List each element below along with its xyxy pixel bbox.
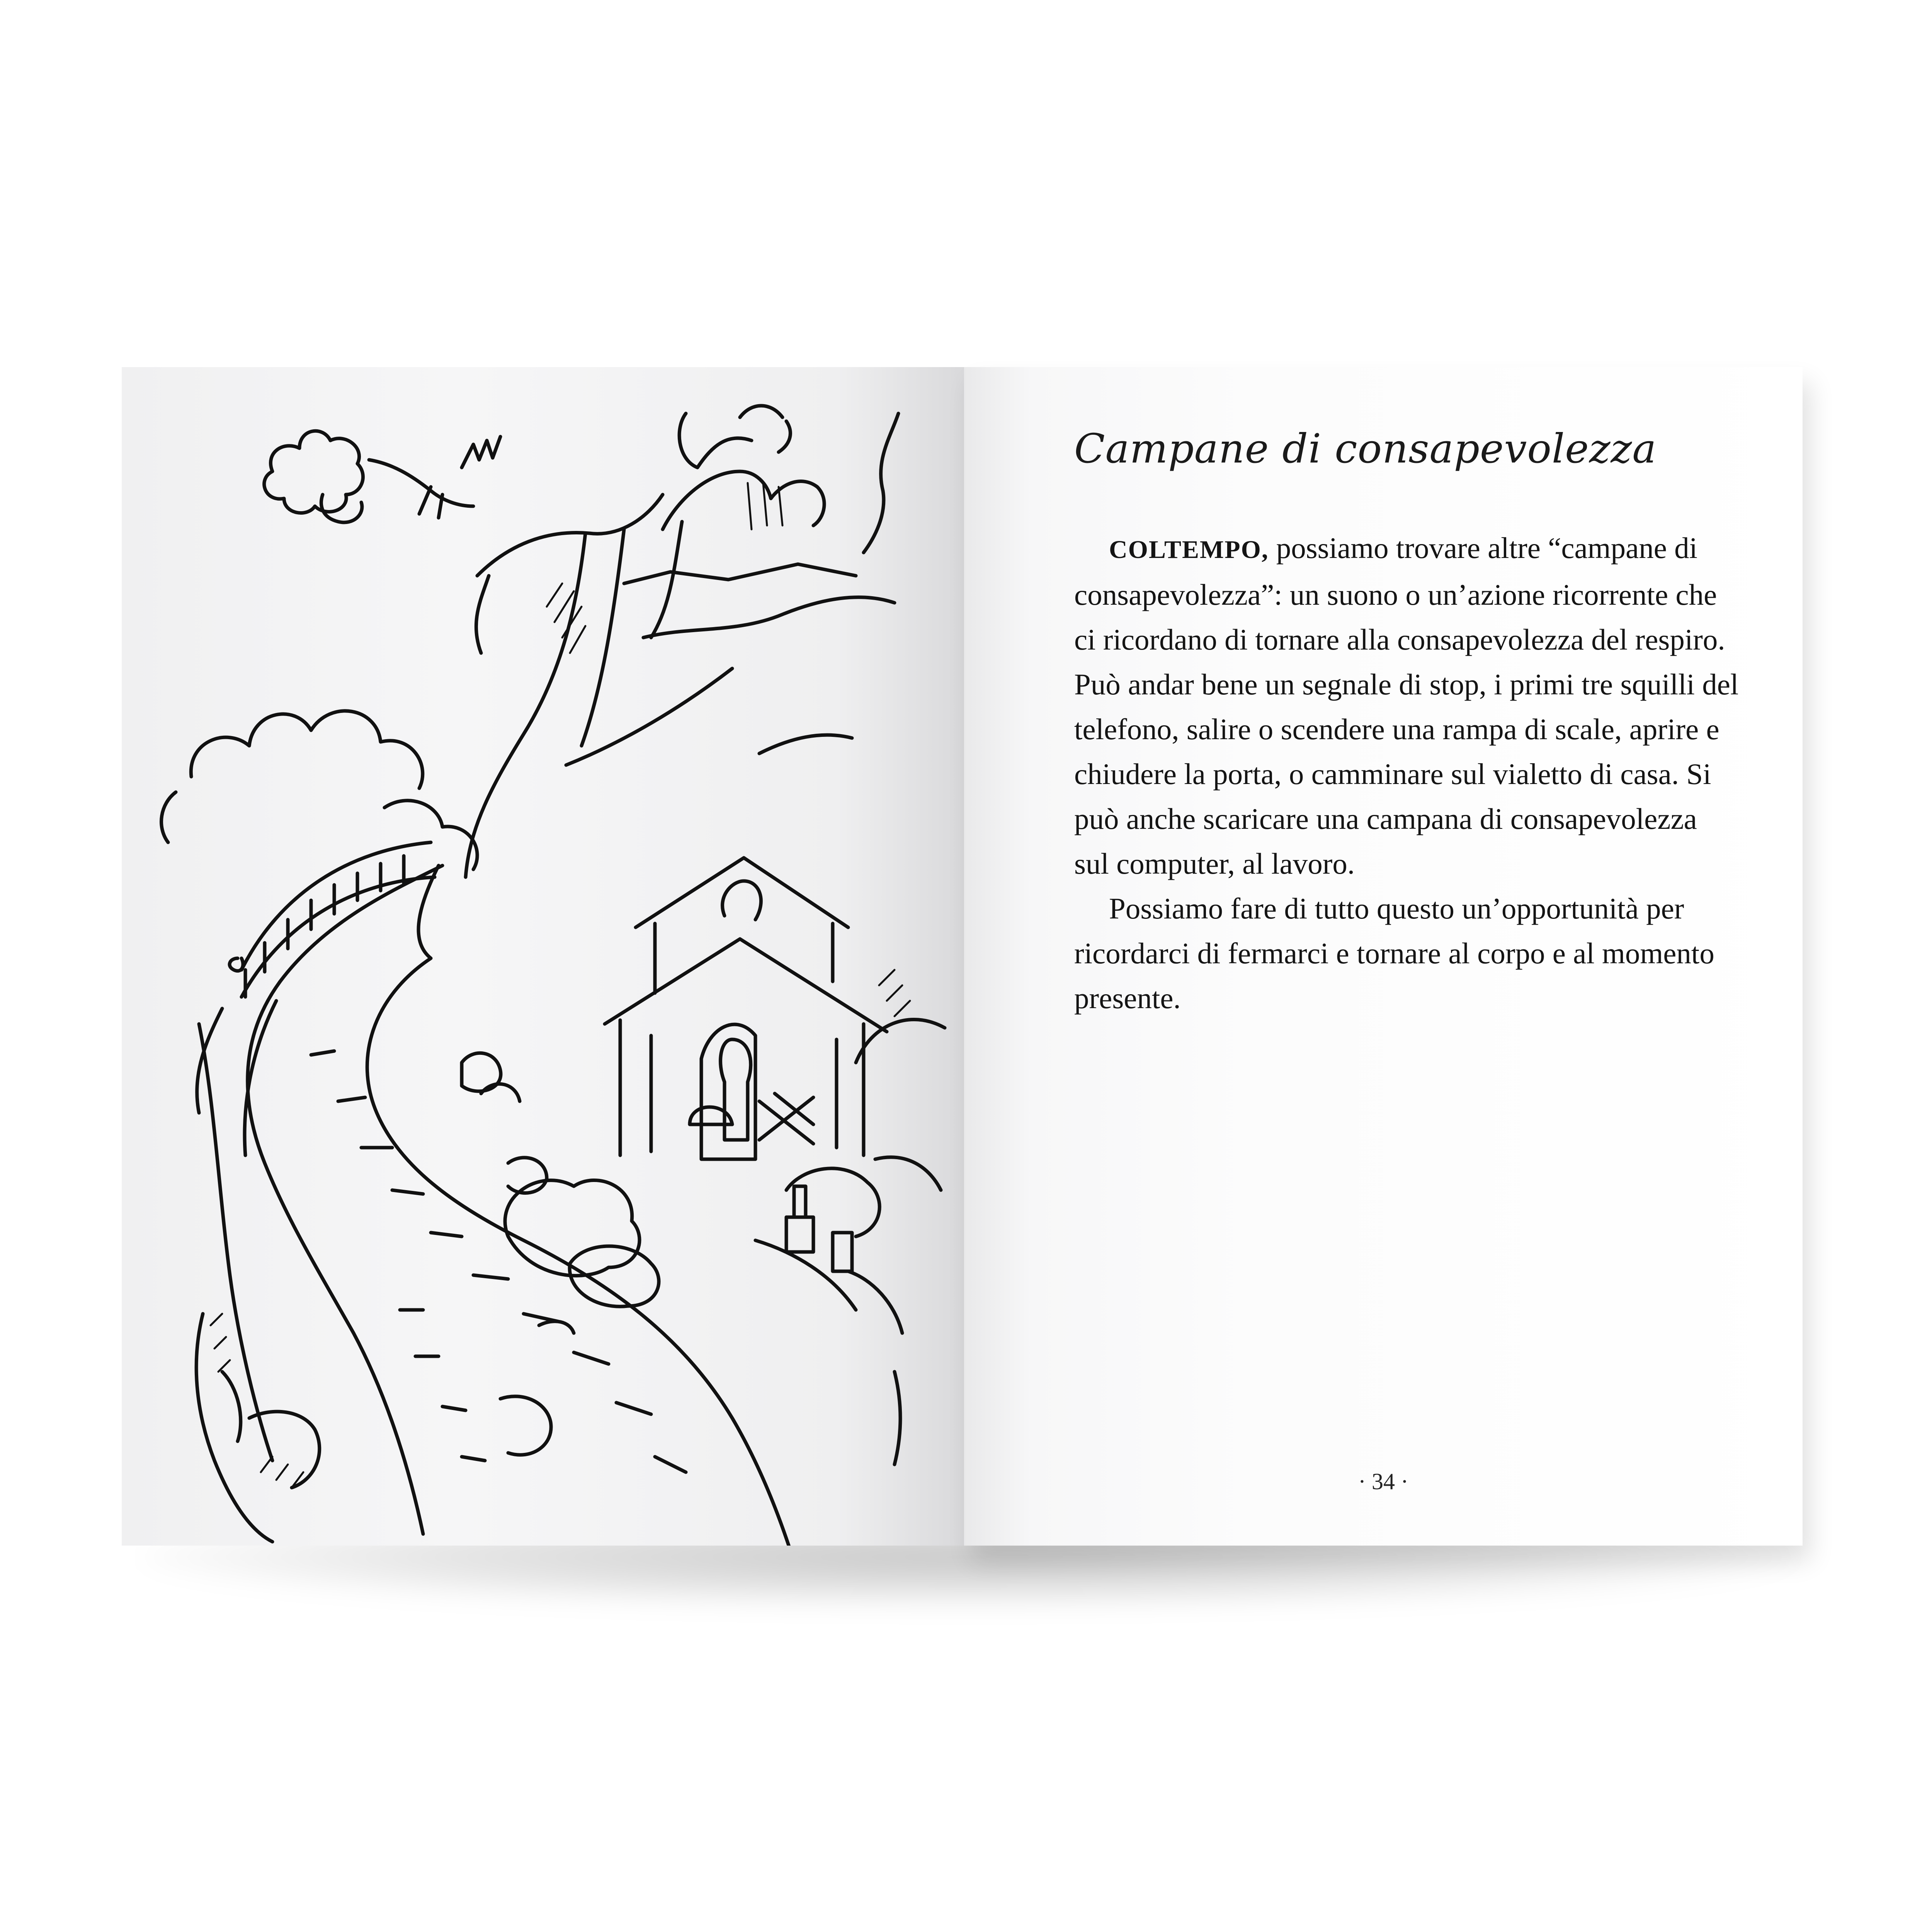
body-text xyxy=(1074,526,1739,1020)
paragraph-1 xyxy=(1074,526,1739,886)
right-page xyxy=(964,367,1803,1546)
paragraph-2: Possiamo fare di tutto questo un’opportunità per ricordarci di fermarci e tornare al corpo e al momento presente. xyxy=(1074,892,1714,1015)
page-number: · 34 · xyxy=(1358,1469,1408,1494)
chapter-title: Campane di consapevolezza xyxy=(1074,425,1657,472)
mountain-road-illustration xyxy=(122,367,964,1546)
lead-in-text: COLTEMPO, xyxy=(1109,536,1269,564)
paragraph-1-text: possiamo trovare altre “campane di consapevolezza”: un suono o un’azione ricorrente che ci ricordano di tornare alla consapevolezza del respiro. Può andar bene un segnale di stop, i primi tre squilli del telefono, salire o scendere una rampa di scale, aprire e chiudere la porta, o camminare sul vialetto di casa. Si può anche scaricare una campana di consapevolezza sul computer, al lavoro. xyxy=(1074,531,1739,880)
left-page xyxy=(122,367,964,1546)
